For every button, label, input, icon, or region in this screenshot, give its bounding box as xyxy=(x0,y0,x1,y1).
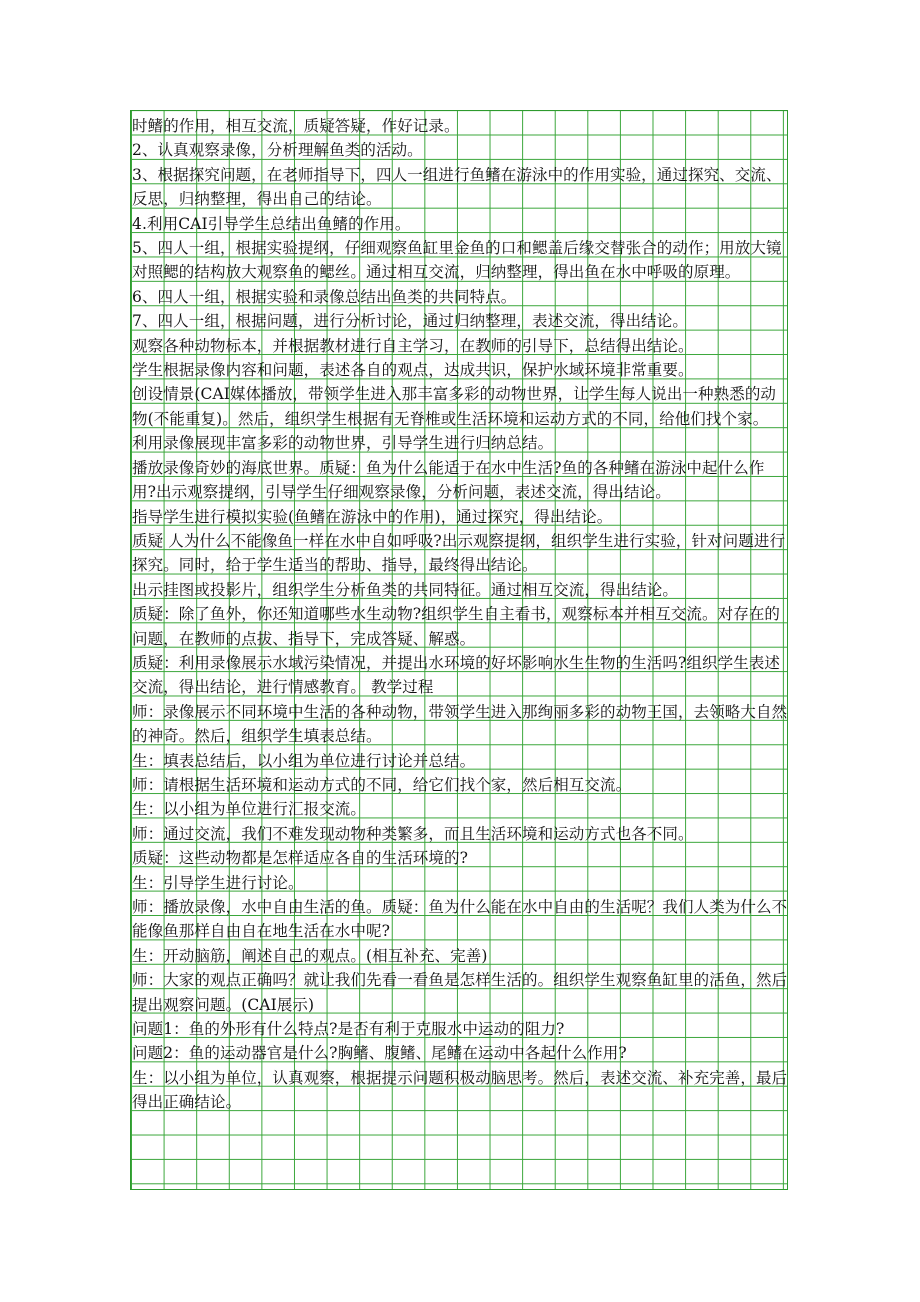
paragraph: 观察各种动物标本，并根据教材进行自主学习，在教师的引导下，总结得出结论。 xyxy=(132,336,694,355)
paragraph: 质疑：这些动物都是怎样适应各自的生活环境的? xyxy=(132,849,469,868)
paragraph: 学生根据录像内容和问题，表述各自的观点，达成共识，保护水域环境非常重要。 xyxy=(132,361,694,380)
paragraph: 时鳍的作用，相互交流，质疑答疑，作好记录。 xyxy=(132,117,460,135)
paragraph: 质疑：利用录像展示水域污染情况，并提出水环境的好坏影响水生生物的生活吗?组织学生表述交流，得出结论，进行情感教育。 教学过程 xyxy=(132,653,781,697)
paragraph: 师：通过交流，我们不难发现动物种类繁多，而且生活环境和运动方式也各不同。 xyxy=(132,824,694,843)
paragraph: 创设情景(CAI媒体播放，带领学生进入那丰富多彩的动物世界，让学生每人说出一种熟悉的动物(不能重复)。然后，组织学生根据有无脊椎或生活环境和运动方式的不同，给他们找个家。 xyxy=(132,385,777,428)
grid-paper xyxy=(130,110,788,1190)
paragraph: 生：引导学生进行讨论。 xyxy=(132,873,304,892)
paragraph: 师：播放录像，水中自由生活的鱼。质疑：鱼为什么能在水中自由的生活呢？我们人类为什么不能像鱼那样自由自在地生活在水中呢? xyxy=(132,898,788,941)
paragraph: 生：以小组为单位进行汇报交流。 xyxy=(132,800,367,819)
paragraph: 利用录像展现丰富多彩的动物世界，引导学生进行归纳总结。 xyxy=(132,434,554,453)
paragraph: 师：大家的观点正确吗？就让我们先看一看鱼是怎样生活的。组织学生观察鱼缸里的活鱼，然后提出观察问题。(CAI展示) xyxy=(132,971,788,1014)
paragraph: 生：以小组为单位，认真观察，根据提示问题积极动脑思考。然后，表述交流、补充完善，最后得出正确结论。 xyxy=(132,1068,788,1112)
paragraph: 生：填表总结后，以小组为单位进行讨论并总结。 xyxy=(132,751,476,770)
paragraph: 7、四人一组，根据问题，进行分析讨论，通过归纳整理，表述交流，得出结论。 xyxy=(132,312,688,331)
paragraph: 出示挂图或投影片，组织学生分析鱼类的共同特征。通过相互交流，得出结论。 xyxy=(132,580,679,599)
paragraph: 4.利用CAI引导学生总结出鱼鳍的作用。 xyxy=(132,214,411,233)
paragraph: 2、认真观察录像，分析理解鱼类的活动。 xyxy=(132,141,423,160)
paragraph: 指导学生进行模拟实验(鱼鳍在游泳中的作用)，通过探究，得出结论。 xyxy=(132,507,613,526)
paragraph: 3、根据探究问题，在老师指导下，四人一组进行鱼鳍在游泳中的作用实验，通过探究、交流、反思，归纳整理，得出自己的结论。 xyxy=(132,165,782,209)
paragraph: 6、四人一组，根据实验和录像总结出鱼类的共同特点。 xyxy=(132,287,517,306)
paragraph: 问题1：鱼的外形有什么特点?是否有利于克服水中运动的阻力? xyxy=(132,1020,565,1039)
document-body xyxy=(132,114,788,1115)
paragraph: 质疑 人为什么不能像鱼一样在水中自如呼吸?出示观察提纲，组织学生进行实验，针对问题进行探究。同时，给于学生适当的帮助、指导，最终得出结论。 xyxy=(132,531,786,575)
paragraph: 生：开动脑筋，阐述自己的观点。(相互补充、完善) xyxy=(132,946,488,965)
paragraph: 播放录像奇妙的海底世界。质疑：鱼为什么能适于在水中生活?鱼的各种鳍在游泳中起什么作用?出示观察提纲，引导学生仔细观察录像，分析问题，表述交流，得出结论。 xyxy=(132,458,765,502)
paragraph: 师：录像展示不同环境中生活的各种动物，带领学生进入那绚丽多彩的动物王国，去领略大自然的神奇。然后，组织学生填表总结。 xyxy=(132,702,788,746)
paragraph: 5、四人一组，根据实验提纲，仔细观察鱼缸里金鱼的口和鳃盖后缘交替张合的动作；用放大镜对照鳃的结构放大观察鱼的鳃丝。通过相互交流，归纳整理，得出鱼在水中呼吸的原理。 xyxy=(132,239,782,282)
paragraph: 师：请根据生活环境和运动方式的不同，给它们找个家，然后相互交流。 xyxy=(132,775,632,794)
paragraph: 问题2：鱼的运动器官是什么?胸鳍、腹鳍、尾鳍在运动中各起什么作用? xyxy=(132,1044,627,1063)
paragraph: 质疑：除了鱼外，你还知道哪些水生动物?组织学生自主看书，观察标本并相互交流。对存在的问题，在教师的点拔、指导下，完成答疑、解惑。 xyxy=(132,605,781,648)
